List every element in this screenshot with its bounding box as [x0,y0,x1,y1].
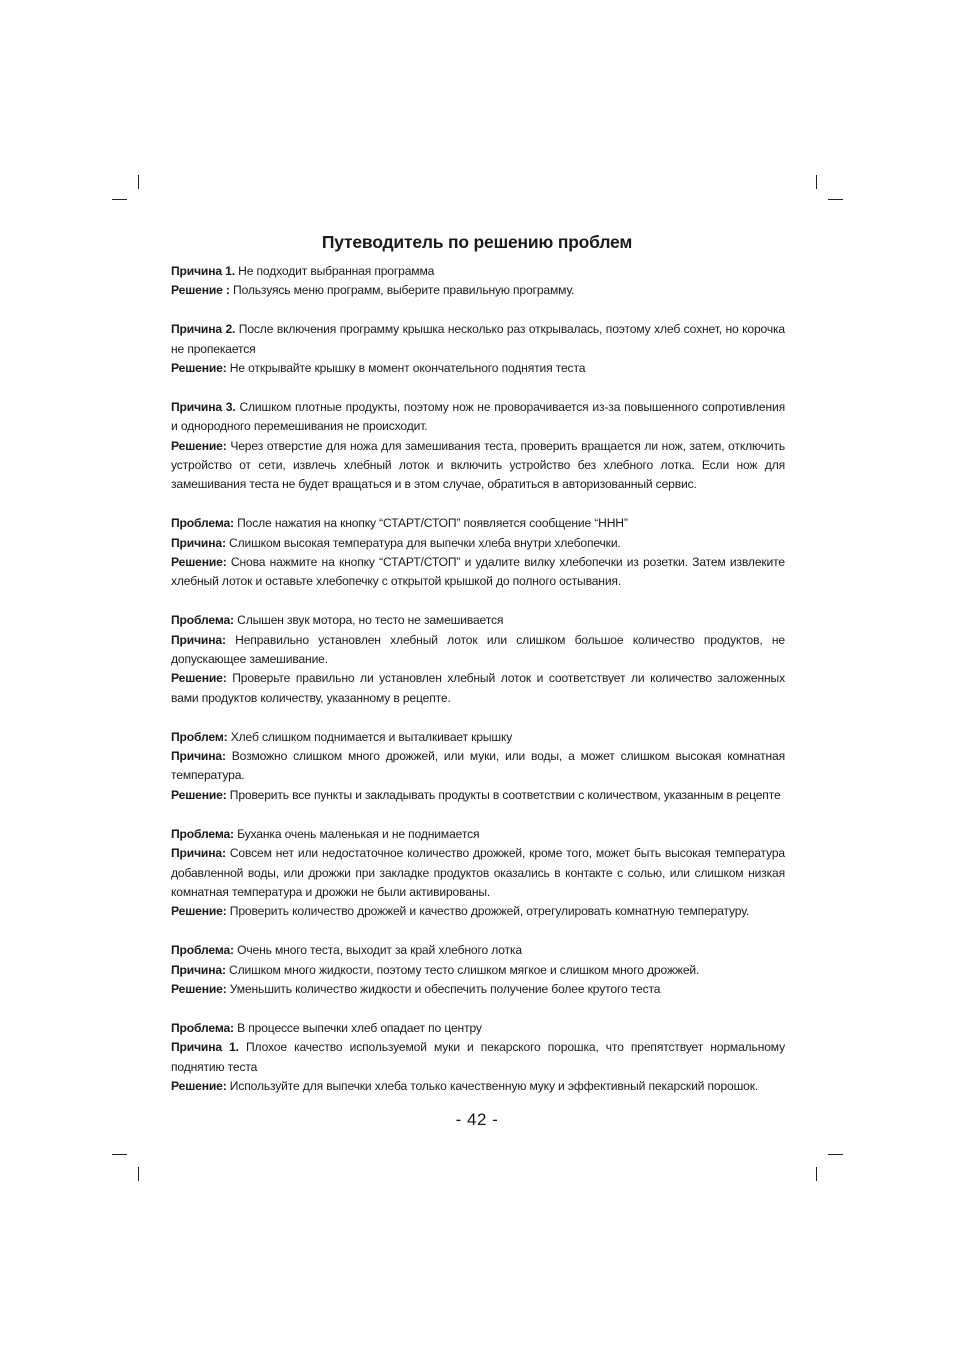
crop-mark-top-right-vertical [816,175,817,189]
paragraph-label: Решение: [171,1078,227,1093]
paragraph-text: Слишком плотные продукты, поэтому нож не проворачивается из-за повышенного сопротивления и однородного перемешивания не происходит. [171,399,785,434]
paragraph-label: Причина 3. [171,399,236,414]
paragraph-label: Причина: [171,535,226,550]
paragraph-label: Причина: [171,749,226,764]
crop-mark-bottom-right-horizontal [828,1154,843,1155]
paragraph-text: Проверьте правильно ли установлен хлебный лоток и соответствует ли количество заложенных вами продуктов количеству, указанному в рецепте. [171,671,785,705]
paragraph-text: Хлеб слишком поднимается и выталкивает крышку [227,729,513,744]
troubleshooting-paragraph [171,320,785,359]
paragraph-text: Через отверстие для ножа для замешивания теста, проверить вращается ли нож, затем, отключить устройство от сети, извлечь хлебный лоток и включить устройство без хлебного лотка. Если нож для замешивания теста не будет вращаться и в этом случае, обратиться в авторизованный сервис. [171,438,785,492]
paragraph-label: Причина 2. [171,322,236,337]
paragraph-text: После включения программу крышка несколько раз открывалась, поэтому хлеб сохнет, но корочка не пропекается [171,322,785,356]
paragraph-text: Буханка очень маленькая и не поднимается [233,826,480,841]
paragraph-label: Проблема: [171,1020,234,1035]
crop-mark-bottom-right-vertical [816,1167,817,1181]
paragraph-label: Причина: [171,962,226,977]
troubleshooting-paragraph [171,534,785,553]
paragraph-text: Плохое качество используемой муки и пекарского порошка, что препятствует нормальному поднятию теста [171,1040,786,1074]
crop-mark-bottom-left-vertical [138,1167,139,1181]
paragraph-text: Не подходит выбранная программа [234,264,435,278]
troubleshooting-block [171,1019,785,1097]
paragraph-text: Снова нажмите на кнопку “СТАРТ/СТОП” и удалите вилку хлебопечки из розетки. Затем извлеките хлебный лоток и оставьте хлебопечку с открытой крышкой до полного остывания. [171,555,785,589]
paragraph-text: Возможно слишком много дрожжей, или муки, или воды, а может слишком высокая комнатная температура. [171,749,785,783]
paragraph-text: После нажатия на кнопку “СТАРТ/СТОП” появляется сообщение “HHH” [233,516,628,531]
troubleshooting-block [171,941,785,999]
troubleshooting-block [171,728,785,806]
paragraph-label: Проблема: [171,943,234,958]
paragraph-label: Причина: [171,632,226,647]
paragraph-text: Слишком много жидкости, поэтому тесто слишком мягкое и слишком много дрожжей. [225,962,700,977]
troubleshooting-block [171,611,785,708]
troubleshooting-paragraph [171,631,785,670]
paragraph-label: Причина 1. [171,1040,239,1055]
paragraph-text: Уменьшить количество жидкости и обеспечить получение более крутого теста [226,981,661,996]
crop-mark-top-left-horizontal [112,199,127,200]
troubleshooting-paragraph [171,669,785,708]
troubleshooting-paragraph [171,961,785,980]
crop-mark-top-left-vertical [138,175,139,189]
paragraph-text: Слишком высокая температура для выпечки хлеба внутри хлебопечки. [225,535,621,550]
paragraph-label: Проблема: [171,516,234,531]
troubleshooting-paragraph [171,980,785,999]
paragraph-text: Пользуясь меню программ, выберите правильную программу. [229,283,575,298]
troubleshooting-paragraph [171,514,785,533]
troubleshooting-paragraph [171,1038,785,1077]
troubleshooting-paragraph [171,844,785,902]
troubleshooting-paragraph [171,1077,785,1096]
paragraph-text: Не открывайте крышку в момент окончательного поднятия теста [226,361,586,376]
paragraph-label: Решение: [171,671,227,686]
troubleshooting-block [171,825,785,922]
paragraph-label: Проблема: [171,613,234,628]
paragraph-label: Проблем: [171,729,228,744]
paragraph-text: В процессе выпечки хлеб опадает по центру [233,1020,482,1035]
troubleshooting-paragraph [171,281,785,300]
crop-mark-bottom-left-horizontal [112,1154,127,1155]
paragraph-label: Решение: [171,981,227,996]
paragraph-text: Слышен звук мотора, но тесто не замешивается [233,613,504,628]
troubleshooting-content [171,262,785,1116]
troubleshooting-paragraph [171,1019,785,1038]
paragraph-label: Решение: [171,904,227,919]
troubleshooting-paragraph [171,786,785,805]
troubleshooting-block [171,320,785,378]
crop-mark-top-right-horizontal [828,199,843,200]
troubleshooting-paragraph [171,437,785,495]
paragraph-label: Проблема: [171,826,234,841]
paragraph-text: Совсем нет или недостаточное количество дрожжей, кроме того, может быть высокая температура добавленной воды, или дрожжи при закладке продуктов оказались в контакте с солью, или слишком низкая комнатная температура и дрожжи не были активированы. [171,846,785,899]
troubleshooting-paragraph [171,728,785,747]
paragraph-label: Причина 1. [171,264,235,278]
paragraph-label: Решение: [171,787,227,802]
troubleshooting-paragraph [171,902,785,921]
page-title: Путеводитель по решению проблем [321,232,633,252]
troubleshooting-paragraph [171,611,785,630]
paragraph-text: Неправильно установлен хлебный лоток или слишком большое количество продуктов, не допускающее замешивание. [171,632,785,667]
paragraph-label: Причина: [171,846,226,861]
troubleshooting-block [171,514,785,592]
troubleshooting-paragraph [171,825,785,844]
troubleshooting-paragraph [171,553,785,592]
paragraph-text: Проверить количество дрожжей и качество дрожжей, отрегулировать комнатную температуру. [226,904,750,919]
paragraph-label: Решение : [171,283,230,298]
troubleshooting-block [171,262,785,301]
paragraph-text: Очень много теста, выходит за край хлебного лотка [233,943,522,958]
troubleshooting-paragraph [171,398,785,437]
paragraph-label: Решение: [171,555,227,570]
troubleshooting-paragraph [171,941,785,960]
paragraph-text: Используйте для выпечки хлеба только качественную муку и эффективный пекарский порошок. [226,1078,759,1093]
troubleshooting-paragraph [171,747,785,786]
paragraph-label: Решение: [171,361,227,376]
page-number: - 42 - [455,1110,499,1129]
troubleshooting-block [171,398,785,495]
paragraph-text: Проверить все пункты и закладывать продукты в соответствии с количеством, указанным в рецепте [226,787,781,802]
troubleshooting-paragraph [171,359,785,378]
paragraph-label: Решение: [171,438,227,453]
troubleshooting-paragraph [171,262,785,281]
